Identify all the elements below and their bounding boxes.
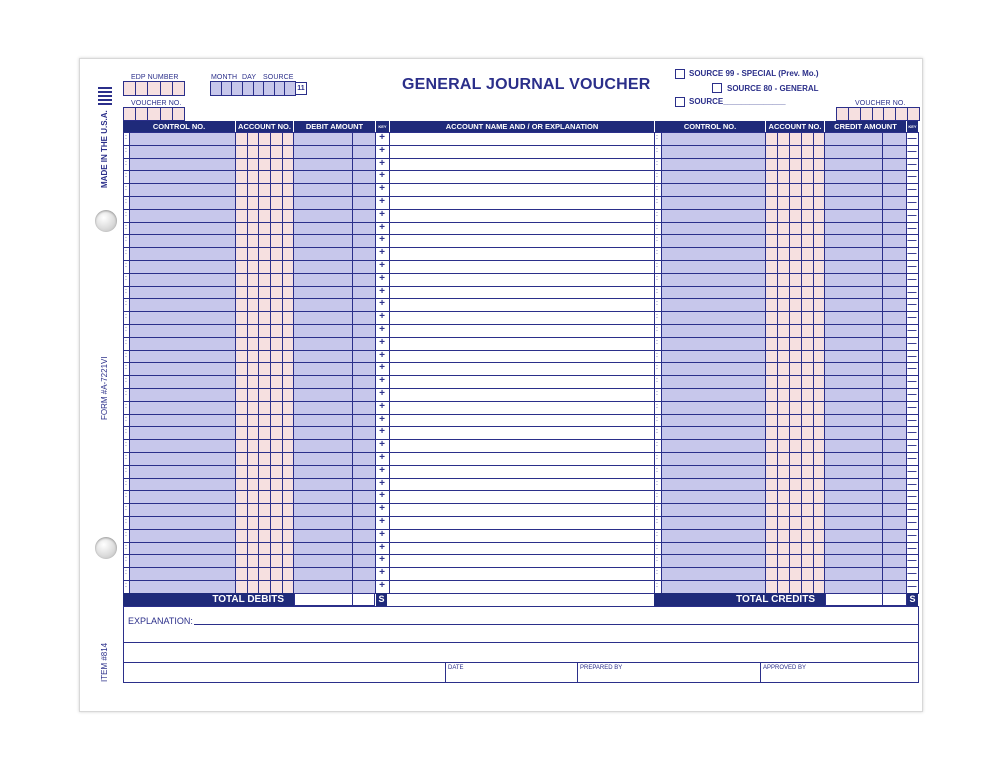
account-name-field[interactable] (390, 159, 654, 170)
item-number-text: ITEM #814 (100, 642, 109, 682)
account-name-field[interactable] (390, 299, 654, 310)
footer-signature-line (123, 662, 919, 663)
credit-key-minus-icon[interactable]: — (907, 223, 917, 233)
header-key-right: KEY (907, 121, 918, 132)
row-marker-left: : (125, 198, 127, 205)
row-marker-right: : (656, 492, 658, 499)
row-marker-left: : (125, 364, 127, 371)
account-name-field[interactable] (390, 427, 654, 438)
source-99-label: SOURCE 99 - SPECIAL (Prev. Mo.) (689, 69, 819, 78)
source-99-checkbox[interactable] (675, 69, 685, 79)
row-marker-left: : (125, 441, 127, 448)
debit-key-plus-icon[interactable]: + (379, 362, 385, 373)
total-debits-divider (352, 593, 353, 606)
total-credits-divider (882, 593, 883, 606)
row-marker-right: : (656, 505, 658, 512)
total-credits-label: TOTAL CREDITS (654, 593, 825, 606)
row-marker-right: : (656, 364, 658, 371)
debit-key-plus-icon[interactable]: + (379, 234, 385, 245)
approved-by-label: APPROVED BY (763, 665, 807, 671)
voucher-no-left-label: VOUCHER NO. (131, 100, 182, 107)
row-marker-right: : (656, 377, 658, 384)
row-marker-right: : (656, 249, 658, 256)
debit-key-plus-icon[interactable]: + (379, 567, 385, 578)
account-name-field[interactable] (390, 325, 654, 336)
edp-number-label: EDP NUMBER (131, 74, 179, 81)
credit-key-minus-icon[interactable]: — (907, 248, 917, 258)
row-marker-right: : (656, 339, 658, 346)
source-other-checkbox[interactable] (675, 97, 685, 107)
row-marker-right: : (656, 313, 658, 320)
row-marker-right: : (656, 480, 658, 487)
row-marker-left: : (125, 172, 127, 179)
credit-key-minus-icon[interactable]: — (907, 338, 917, 348)
credit-key-minus-icon[interactable]: — (907, 427, 917, 437)
total-debits-symbol: S (376, 593, 387, 606)
row-marker-left: : (125, 224, 127, 231)
credit-key-minus-icon[interactable]: — (907, 440, 917, 450)
debit-key-plus-icon[interactable]: + (379, 516, 385, 527)
explanation-label: EXPLANATION: (128, 616, 193, 626)
credit-key-minus-icon[interactable]: — (907, 581, 917, 591)
account-name-field[interactable] (390, 504, 654, 515)
source-label: SOURCE (263, 74, 294, 81)
debit-key-plus-icon[interactable]: + (379, 452, 385, 463)
footer-box (123, 606, 919, 683)
account-name-field[interactable] (390, 133, 654, 144)
account-name-field[interactable] (390, 274, 654, 285)
account-name-field[interactable] (390, 415, 654, 426)
binding-hole-top (95, 210, 117, 232)
account-name-field[interactable] (390, 235, 654, 246)
debit-key-plus-icon[interactable]: + (379, 465, 385, 476)
debit-key-plus-icon[interactable]: + (379, 158, 385, 169)
account-name-field[interactable] (390, 568, 654, 579)
header-account-no-right: ACCOUNT NO. (766, 121, 824, 132)
month-label: MONTH (211, 74, 238, 81)
credit-key-minus-icon[interactable]: — (907, 210, 917, 220)
row-marker-left: : (125, 313, 127, 320)
header-debit-amount: DEBIT AMOUNT (294, 121, 375, 132)
row-marker-right: : (656, 160, 658, 167)
account-name-field[interactable] (390, 466, 654, 477)
row-marker-right: : (656, 300, 658, 307)
row-marker-right: : (656, 569, 658, 576)
credit-key-minus-icon[interactable]: — (907, 491, 917, 501)
row-marker-left: : (125, 288, 127, 295)
row-marker-right: : (656, 275, 658, 282)
row-marker-left: : (125, 134, 127, 141)
row-marker-right: : (656, 147, 658, 154)
account-name-field[interactable] (390, 402, 654, 413)
credit-key-minus-icon[interactable]: — (907, 415, 917, 425)
credit-key-minus-icon[interactable]: — (907, 133, 917, 143)
row-marker-right: : (656, 326, 658, 333)
header-key-left: KEY (376, 121, 389, 132)
row-marker-left: : (125, 300, 127, 307)
account-name-field[interactable] (390, 517, 654, 528)
account-name-field[interactable] (390, 197, 654, 208)
row-marker-right: : (656, 531, 658, 538)
total-credits-symbol: S (907, 593, 918, 606)
row-marker-right: : (656, 454, 658, 461)
debit-key-plus-icon[interactable]: + (379, 529, 385, 540)
header-account-no-left: ACCOUNT NO. (236, 121, 293, 132)
credit-key-minus-icon[interactable]: — (907, 466, 917, 476)
row-marker-left: : (125, 262, 127, 269)
header-account-name: ACCOUNT NAME AND / OR EXPLANATION (390, 121, 654, 132)
row-marker-right: : (656, 198, 658, 205)
debit-key-plus-icon[interactable]: + (379, 414, 385, 425)
row-marker-left: : (125, 582, 127, 589)
debit-key-plus-icon[interactable]: + (379, 337, 385, 348)
row-marker-left: : (125, 249, 127, 256)
debit-key-plus-icon[interactable]: + (379, 170, 385, 181)
row-marker-right: : (656, 211, 658, 218)
row-marker-right: : (656, 403, 658, 410)
account-name-field[interactable] (390, 479, 654, 490)
account-name-field[interactable] (390, 543, 654, 554)
account-name-field[interactable] (390, 171, 654, 182)
header-credit-amount: CREDIT AMOUNT (825, 121, 906, 132)
debit-key-plus-icon[interactable]: + (379, 286, 385, 297)
source-80-checkbox[interactable] (712, 83, 722, 93)
debit-key-plus-icon[interactable]: + (379, 542, 385, 553)
header-control-no-left: CONTROL NO. (123, 121, 235, 132)
header-control-no-right: CONTROL NO. (655, 121, 765, 132)
row-marker-right: : (656, 224, 658, 231)
credit-key-minus-icon[interactable]: — (907, 261, 917, 271)
row-marker-left: : (125, 569, 127, 576)
row-marker-left: : (125, 492, 127, 499)
row-marker-right: : (656, 467, 658, 474)
debit-key-plus-icon[interactable]: + (379, 183, 385, 194)
row-marker-left: : (125, 377, 127, 384)
footer-divider-approved (760, 662, 761, 683)
debit-key-plus-icon[interactable]: + (379, 350, 385, 361)
row-marker-left: : (125, 480, 127, 487)
edp-number-field[interactable] (123, 81, 185, 96)
account-name-field[interactable] (390, 312, 654, 323)
voucher-no-right-field[interactable] (836, 107, 920, 121)
total-debits-field[interactable] (294, 593, 375, 606)
row-marker-right: : (656, 556, 658, 563)
row-marker-left: : (125, 236, 127, 243)
row-marker-left: : (125, 390, 127, 397)
account-name-field[interactable] (390, 555, 654, 566)
row-marker-right: : (656, 185, 658, 192)
source-80-label: SOURCE 80 - GENERAL (727, 84, 819, 93)
binding-hole-bottom (95, 537, 117, 559)
account-name-field[interactable] (390, 389, 654, 400)
row-marker-left: : (125, 544, 127, 551)
debit-key-plus-icon[interactable]: + (379, 132, 385, 143)
row-marker-left: : (125, 467, 127, 474)
day-label: DAY (242, 74, 257, 81)
account-name-field[interactable] (390, 338, 654, 349)
debit-key-plus-icon[interactable]: + (379, 580, 385, 591)
debit-key-plus-icon[interactable]: + (379, 324, 385, 335)
debit-key-plus-icon[interactable]: + (379, 298, 385, 309)
row-marker-left: : (125, 160, 127, 167)
debit-key-plus-icon[interactable]: + (379, 426, 385, 437)
account-name-field[interactable] (390, 261, 654, 272)
source-code-box: 11 (295, 82, 307, 95)
debit-key-plus-icon[interactable]: + (379, 375, 385, 386)
credit-key-minus-icon[interactable]: — (907, 312, 917, 322)
voucher-no-left-field[interactable] (123, 107, 185, 121)
credit-key-minus-icon[interactable]: — (907, 299, 917, 309)
debit-key-plus-icon[interactable]: + (379, 196, 385, 207)
row-marker-right: : (656, 428, 658, 435)
row-marker-right: : (656, 352, 658, 359)
credit-key-minus-icon[interactable]: — (907, 184, 917, 194)
credit-key-minus-icon[interactable]: — (907, 146, 917, 156)
debit-key-plus-icon[interactable]: + (379, 209, 385, 220)
row-marker-left: : (125, 147, 127, 154)
credit-key-minus-icon[interactable]: — (907, 171, 917, 181)
account-name-field[interactable] (390, 376, 654, 387)
source-other-label: SOURCE______________ (689, 97, 786, 106)
row-marker-left: : (125, 416, 127, 423)
form-number-text: FORM #A-7221VI (100, 356, 109, 420)
row-marker-left: : (125, 428, 127, 435)
date-label: DATE (448, 665, 464, 671)
credit-key-minus-icon[interactable]: — (907, 453, 917, 463)
debit-key-plus-icon[interactable]: + (379, 388, 385, 399)
row-marker-right: : (656, 544, 658, 551)
row-marker-left: : (125, 185, 127, 192)
row-marker-left: : (125, 518, 127, 525)
credit-key-minus-icon[interactable]: — (907, 568, 917, 578)
credit-key-minus-icon[interactable]: — (907, 504, 917, 514)
page-title: GENERAL JOURNAL VOUCHER (402, 76, 651, 93)
credit-key-minus-icon[interactable]: — (907, 517, 917, 527)
account-name-field[interactable] (390, 146, 654, 157)
date-source-field[interactable] (210, 81, 296, 96)
debit-key-plus-icon[interactable]: + (379, 311, 385, 322)
total-debits-label: TOTAL DEBITS (123, 593, 294, 606)
credit-key-minus-icon[interactable]: — (907, 555, 917, 565)
credit-key-minus-icon[interactable]: — (907, 479, 917, 489)
explanation-line-2[interactable] (123, 642, 919, 643)
credit-key-minus-icon[interactable]: — (907, 235, 917, 245)
debit-key-plus-icon[interactable]: + (379, 222, 385, 233)
account-name-field[interactable] (390, 453, 654, 464)
debit-key-plus-icon[interactable]: + (379, 439, 385, 450)
row-marker-right: : (656, 172, 658, 179)
credit-key-minus-icon[interactable]: — (907, 197, 917, 207)
account-name-field[interactable] (390, 363, 654, 374)
row-marker-right: : (656, 441, 658, 448)
credit-key-minus-icon[interactable]: — (907, 530, 917, 540)
credit-key-minus-icon[interactable]: — (907, 287, 917, 297)
credit-key-minus-icon[interactable]: — (907, 274, 917, 284)
account-name-field[interactable] (390, 351, 654, 362)
account-name-field[interactable] (390, 184, 654, 195)
credit-key-minus-icon[interactable]: — (907, 159, 917, 169)
account-name-field[interactable] (390, 210, 654, 221)
debit-key-plus-icon[interactable]: + (379, 260, 385, 271)
credit-key-minus-icon[interactable]: — (907, 543, 917, 553)
footer-divider-date (445, 662, 446, 683)
explanation-line-1[interactable] (194, 624, 918, 625)
row-marker-left: : (125, 531, 127, 538)
debit-key-plus-icon[interactable]: + (379, 554, 385, 565)
account-name-field[interactable] (390, 491, 654, 502)
debit-key-plus-icon[interactable]: + (379, 401, 385, 412)
debit-key-plus-icon[interactable]: + (379, 478, 385, 489)
row-marker-left: : (125, 454, 127, 461)
row-marker-left: : (125, 339, 127, 346)
prepared-by-label: PREPARED BY (580, 665, 623, 671)
row-marker-right: : (656, 582, 658, 589)
row-marker-left: : (125, 403, 127, 410)
row-marker-right: : (656, 288, 658, 295)
row-marker-left: : (125, 505, 127, 512)
total-credits-field[interactable] (825, 593, 907, 606)
account-name-field[interactable] (390, 581, 654, 592)
credit-key-minus-icon[interactable]: — (907, 402, 917, 412)
debit-key-plus-icon[interactable]: + (379, 273, 385, 284)
account-name-field[interactable] (390, 223, 654, 234)
account-name-field[interactable] (390, 287, 654, 298)
debit-key-plus-icon[interactable]: + (379, 503, 385, 514)
credit-key-minus-icon[interactable]: — (907, 363, 917, 373)
debit-key-plus-icon[interactable]: + (379, 490, 385, 501)
row-marker-left: : (125, 352, 127, 359)
row-marker-right: : (656, 518, 658, 525)
credit-key-minus-icon[interactable]: — (907, 389, 917, 399)
row-marker-right: : (656, 390, 658, 397)
row-marker-left: : (125, 556, 127, 563)
row-marker-left: : (125, 211, 127, 218)
row-marker-left: : (125, 275, 127, 282)
row-marker-right: : (656, 236, 658, 243)
voucher-no-right-label: VOUCHER NO. (855, 100, 906, 107)
credit-key-minus-icon[interactable]: — (907, 351, 917, 361)
row-marker-right: : (656, 134, 658, 141)
account-name-field[interactable] (390, 530, 654, 541)
footer-divider-prepared (577, 662, 578, 683)
credit-key-minus-icon[interactable]: — (907, 376, 917, 386)
debit-key-plus-icon[interactable]: + (379, 145, 385, 156)
row-marker-left: : (125, 326, 127, 333)
account-name-field[interactable] (390, 248, 654, 259)
debit-key-plus-icon[interactable]: + (379, 247, 385, 258)
made-in-usa-text: MADE IN THE U.S.A. (100, 110, 109, 188)
row-marker-right: : (656, 416, 658, 423)
account-name-field[interactable] (390, 440, 654, 451)
credit-key-minus-icon[interactable]: — (907, 325, 917, 335)
flag-icon (98, 87, 112, 105)
row-marker-right: : (656, 262, 658, 269)
